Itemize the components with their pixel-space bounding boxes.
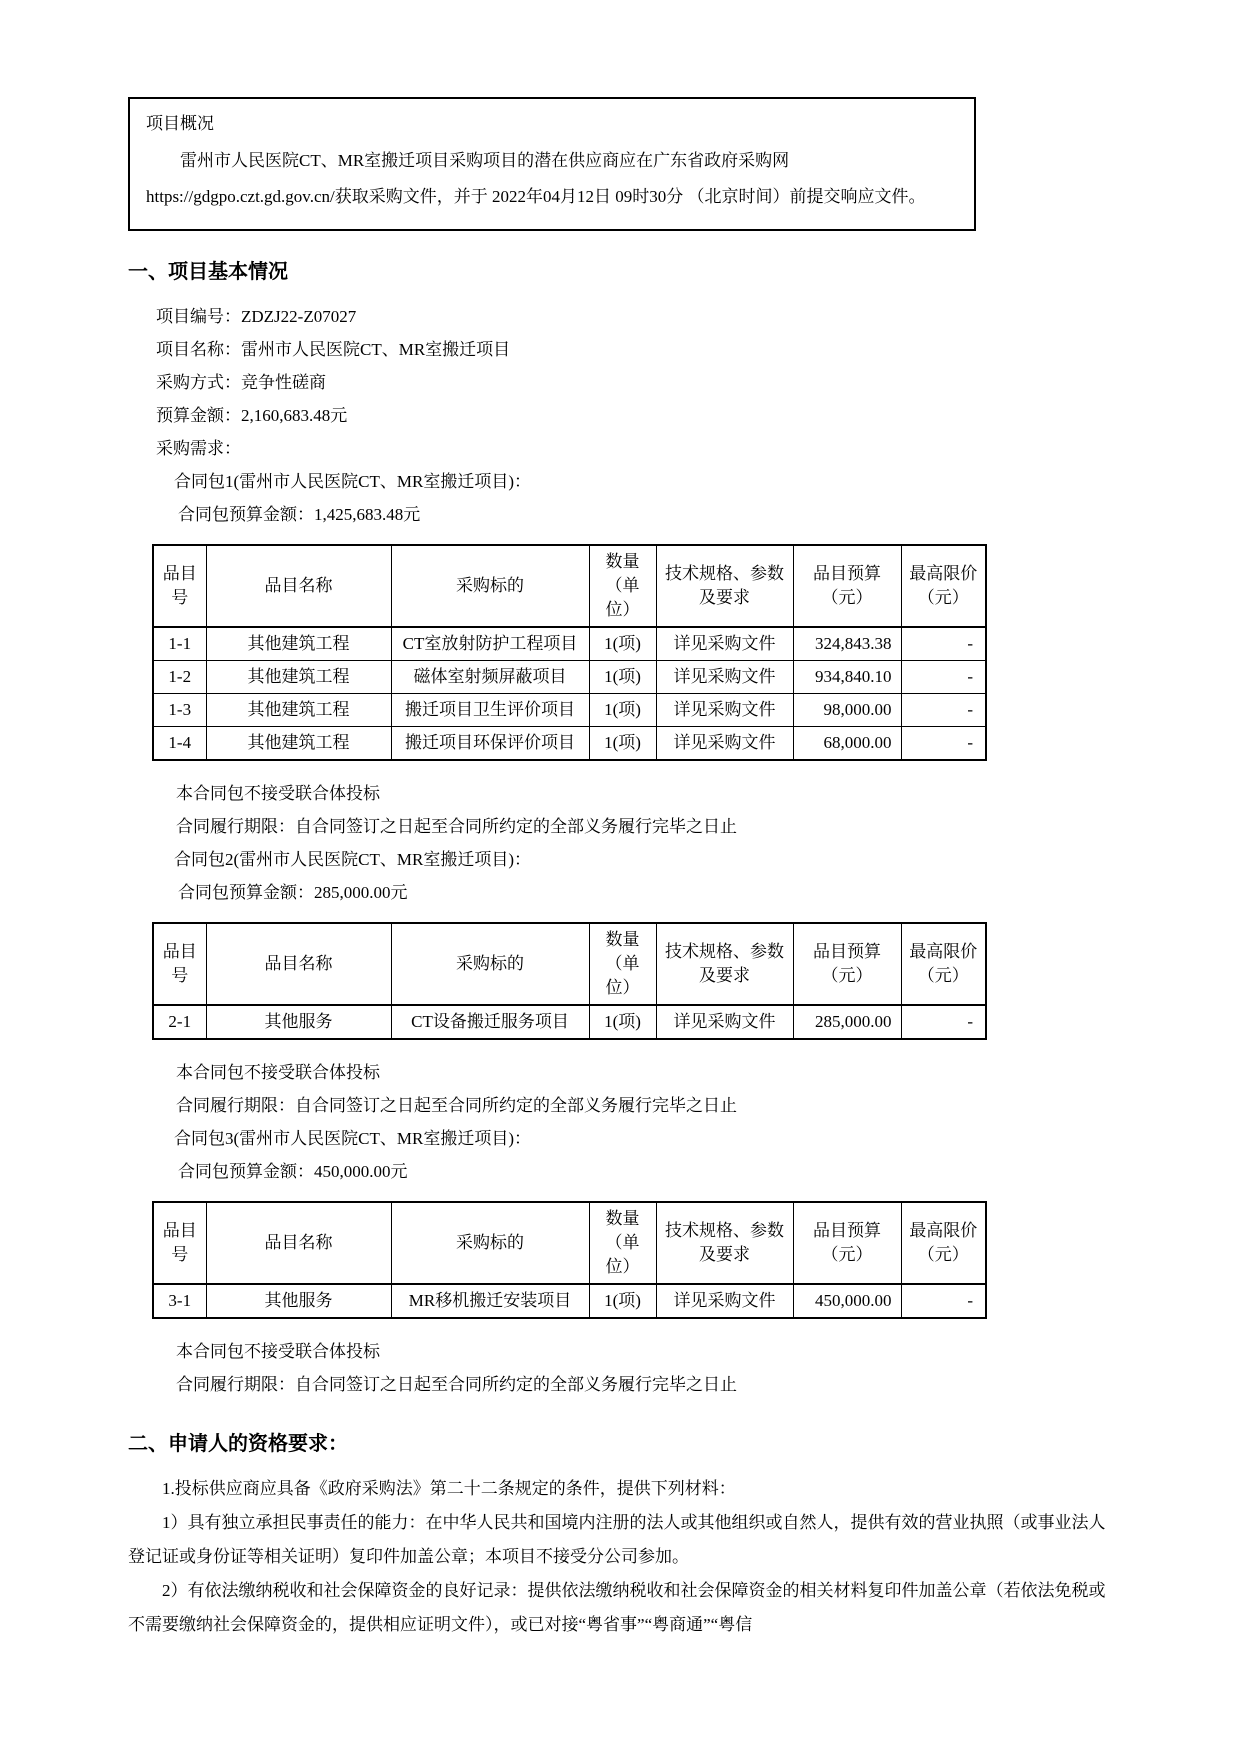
table-header-cell: 品目号 [153,545,206,627]
table-cell: 其他建筑工程 [206,727,391,761]
table-cell: 1(项) [589,727,656,761]
table-cell: 3-1 [153,1284,206,1318]
items-table [152,544,987,761]
package-title: 合同包1(雷州市人民医院CT、MR室搬迁项目)： [174,472,531,491]
table-header-cell: 品目名称 [206,1202,391,1284]
table-cell: 1(项) [589,661,656,694]
table-header-cell: 最高限价（元） [901,1202,986,1284]
table-cell: - [901,1005,986,1039]
table-cell: 搬迁项目卫生评价项目 [391,694,589,727]
package-title: 合同包2(雷州市人民医院CT、MR室搬迁项目)： [174,850,531,869]
table-cell: 934,840.10 [793,661,901,694]
overview-title: 项目概况 [146,114,214,133]
table-cell: 1-1 [153,627,206,661]
table-header-cell: 采购标的 [391,1202,589,1284]
package-budget: 合同包预算金额：285,000.00元 [178,883,408,902]
table-header-cell: 最高限价（元） [901,545,986,627]
table-cell: 详见采购文件 [656,727,793,761]
no-consortium-note: 本合同包不接受联合体投标 [176,1342,380,1361]
table-cell: 其他服务 [206,1005,391,1039]
table-row [153,727,986,761]
table-header-cell: 品目名称 [206,545,391,627]
table-row [153,1005,986,1039]
table-cell: 详见采购文件 [656,1284,793,1318]
table-cell: CT设备搬迁服务项目 [391,1005,589,1039]
contract-package-1 [128,465,1120,843]
qualification-para-2: 1）具有独立承担民事责任的能力：在中华人民共和国境内注册的法人或其他组织或自然人，提供有效的营业执照（或事业法人登记证或身份证等相关证明）复印件加盖公章；本项目不接受分公司参加。 [128,1513,1106,1566]
no-consortium-note: 本合同包不接受联合体投标 [176,1063,380,1082]
table-cell: 1-4 [153,727,206,761]
table-cell: 324,843.38 [793,627,901,661]
table-header-cell: 采购标的 [391,545,589,627]
table-cell: 详见采购文件 [656,661,793,694]
table-cell: 98,000.00 [793,694,901,727]
table-header-cell: 最高限价（元） [901,923,986,1005]
contract-package-3 [128,1122,1120,1401]
table-header-cell: 品目名称 [206,923,391,1005]
contract-period-note: 合同履行期限：自合同签订之日起至合同所约定的全部义务履行完毕之日止 [176,817,737,836]
table-header-cell: 品目预算（元） [793,545,901,627]
table-cell: - [901,727,986,761]
table-header-row [153,1202,986,1284]
table-cell: - [901,661,986,694]
table-header-cell: 品目号 [153,1202,206,1284]
table-cell: - [901,694,986,727]
package-budget: 合同包预算金额：450,000.00元 [178,1162,408,1181]
table-cell: 其他建筑工程 [206,627,391,661]
table-cell: CT室放射防护工程项目 [391,627,589,661]
contract-period-note: 合同履行期限：自合同签订之日起至合同所约定的全部义务履行完毕之日止 [176,1096,737,1115]
table-cell: 磁体室射频屏蔽项目 [391,661,589,694]
package-budget: 合同包预算金额：1,425,683.48元 [178,505,421,524]
procurement-demand-line: 采购需求： [156,439,241,458]
table-cell: 1-3 [153,694,206,727]
table-cell: 1(项) [589,627,656,661]
table-row [153,627,986,661]
package-title: 合同包3(雷州市人民医院CT、MR室搬迁项目)： [174,1129,531,1148]
procurement-method-line: 采购方式：竞争性磋商 [156,373,326,392]
table-header-cell: 数量（单位） [589,545,656,627]
table-header-cell: 数量（单位） [589,1202,656,1284]
section-heading-project-info: 一、项目基本情况 [128,261,288,283]
qualification-para-3: 2）有依法缴纳税收和社会保障资金的良好记录：提供依法缴纳税收和社会保障资金的相关材料复印件加盖公章（若依法免税或不需要缴纳社会保障资金的，提供相应证明文件），或已对接“粤省事”“粤商通”“粤信 [128,1581,1106,1634]
items-table [152,922,987,1040]
table-cell: 搬迁项目环保评价项目 [391,727,589,761]
table-cell: 2-1 [153,1005,206,1039]
table-cell: 其他服务 [206,1284,391,1318]
table-header-cell: 技术规格、参数及要求 [656,1202,793,1284]
section-heading-qualification: 二、申请人的资格要求： [128,1433,348,1455]
table-header-cell: 数量（单位） [589,923,656,1005]
qualification-para-1: 1.投标供应商应具备《政府采购法》第二十二条规定的条件，提供下列材料： [162,1479,736,1498]
table-header-cell: 技术规格、参数及要求 [656,545,793,627]
project-overview-box [128,97,976,231]
table-cell: 1(项) [589,1005,656,1039]
budget-amount-line: 预算金额：2,160,683.48元 [156,406,348,425]
table-header-row [153,545,986,627]
table-cell: 450,000.00 [793,1284,901,1318]
table-header-cell: 品目号 [153,923,206,1005]
table-cell: 详见采购文件 [656,1005,793,1039]
table-cell: 285,000.00 [793,1005,901,1039]
table-header-cell: 技术规格、参数及要求 [656,923,793,1005]
table-cell: 其他建筑工程 [206,694,391,727]
table-row [153,694,986,727]
table-cell: - [901,1284,986,1318]
contract-package-2 [128,843,1120,1122]
table-cell: - [901,627,986,661]
project-number-line: 项目编号：ZDZJ22-Z07027 [156,307,357,326]
table-cell: 其他建筑工程 [206,661,391,694]
table-header-cell: 品目预算（元） [793,923,901,1005]
overview-paragraph: 雷州市人民医院CT、MR室搬迁项目采购项目的潜在供应商应在广东省政府采购网https://gdgpo.czt.gd.gov.cn/获取采购文件，并于 2022年04月12日 09时30分 （北京时间）前提交响应文件。 [146,151,926,206]
contract-period-note: 合同履行期限：自合同签订之日起至合同所约定的全部义务履行完毕之日止 [176,1375,737,1394]
table-cell: 68,000.00 [793,727,901,761]
table-row [153,1284,986,1318]
table-cell: 1-2 [153,661,206,694]
items-table [152,1201,987,1319]
table-header-cell: 采购标的 [391,923,589,1005]
table-cell: 详见采购文件 [656,694,793,727]
table-row [153,661,986,694]
table-header-cell: 品目预算（元） [793,1202,901,1284]
table-header-row [153,923,986,1005]
table-cell: 1(项) [589,1284,656,1318]
project-name-line: 项目名称：雷州市人民医院CT、MR室搬迁项目 [156,340,511,359]
table-cell: 详见采购文件 [656,627,793,661]
table-cell: MR移机搬迁安装项目 [391,1284,589,1318]
no-consortium-note: 本合同包不接受联合体投标 [176,784,380,803]
table-cell: 1(项) [589,694,656,727]
